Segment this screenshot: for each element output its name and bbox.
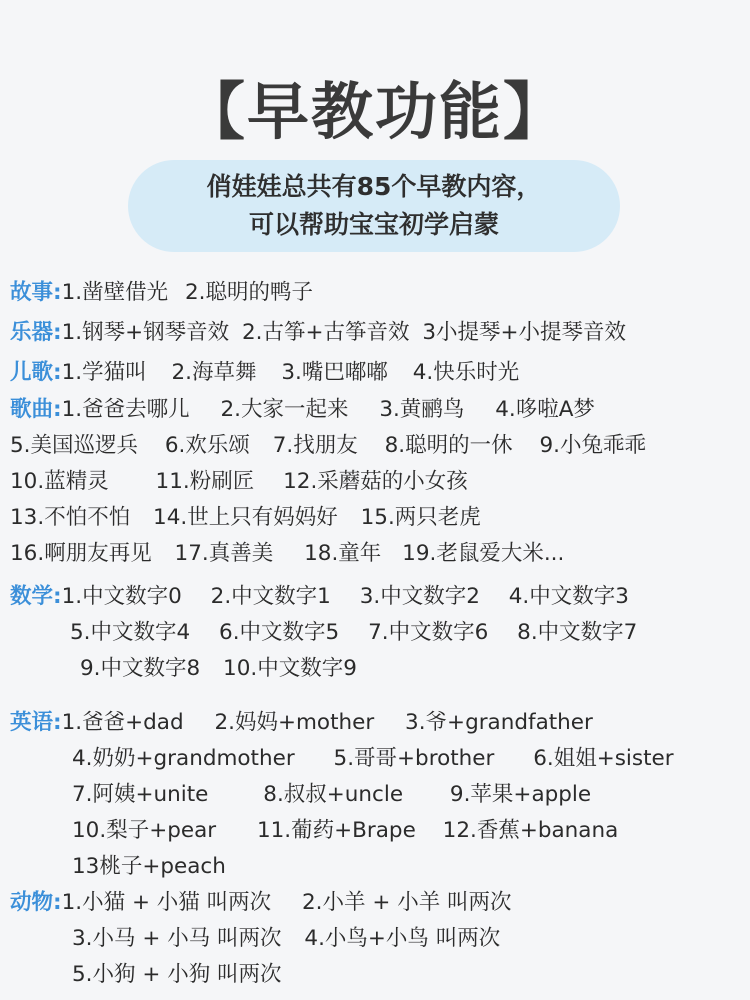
list-item: 2.大家一起来 (220, 397, 349, 422)
list-item: 10.蓝精灵 (10, 469, 109, 494)
math-row-2 (70, 618, 637, 648)
list-item: 5.中文数字4 (70, 620, 191, 645)
list-item: 1.爸爸+dad (61, 710, 184, 735)
list-item: 15.两只老虎 (360, 505, 481, 530)
section-math (10, 582, 629, 612)
list-item: 4.哆啦A梦 (495, 397, 595, 422)
list-item: 5.小狗 + 小狗 叫两次 (72, 962, 282, 987)
list-item: 9.苹果+apple (449, 782, 592, 807)
section-animals (10, 888, 512, 918)
category-label: 英语: (10, 710, 62, 735)
section-english (10, 708, 593, 738)
section-instruments (10, 318, 626, 348)
english-row-5 (72, 852, 226, 882)
category-label: 乐器: (10, 320, 62, 345)
list-item: 3.小马 + 小马 叫两次 (72, 926, 282, 951)
english-row-4 (72, 816, 618, 846)
section-nursery (10, 358, 519, 388)
list-item: 6.欢乐颂 (164, 433, 250, 458)
math-row-3 (80, 654, 357, 684)
list-item: 10.梨子+pear (72, 818, 217, 843)
list-item: 11.粉刷匠 (155, 469, 255, 494)
list-item: 7.找朋友 (272, 433, 358, 458)
list-item: 4.快乐时光 (412, 360, 520, 385)
list-item: 14.世上只有妈妈好 (153, 505, 338, 530)
list-item: 16.啊朋友再见 (10, 541, 152, 566)
list-item: 1.学猫叫 (61, 360, 147, 385)
intro-line-1: 俏娃娃总共有85个早教内容， (206, 172, 542, 201)
songs-row-4 (10, 503, 481, 533)
intro-banner (128, 160, 620, 252)
list-item: 5.哥哥+brother (333, 746, 495, 771)
list-item: 4.中文数字3 (508, 584, 629, 609)
list-item: 4.奶奶+grandmother (72, 746, 295, 771)
list-item: 1.中文数字0 (61, 584, 182, 609)
songs-row-3 (10, 467, 468, 497)
list-item: 10.中文数字9 (223, 656, 357, 681)
list-item: 6.中文数字5 (219, 620, 340, 645)
list-item: 12.采蘑菇的小女孩 (283, 469, 468, 494)
page-title: 【早教功能】 (182, 75, 567, 148)
english-row-3 (72, 780, 591, 810)
list-item: 3.黄鹂鸟 (379, 397, 465, 422)
animals-row-2 (72, 924, 500, 954)
category-label: 动物: (10, 890, 62, 915)
section-songs (10, 395, 595, 425)
list-item: 12.香蕉+banana (442, 818, 619, 843)
list-item: 1.凿壁借光 (61, 280, 169, 305)
english-row-2 (72, 744, 674, 774)
list-item: 2.海草舞 (171, 360, 257, 385)
list-item: 2.小羊 + 小羊 叫两次 (302, 890, 512, 915)
list-item: 3小提琴+小提琴音效 (422, 320, 627, 345)
section-story (10, 278, 313, 308)
list-item: 13.不怕不怕 (10, 505, 131, 530)
list-item: 4.小鸟+小鸟 叫两次 (304, 926, 501, 951)
list-item: 13桃子+peach (72, 854, 226, 879)
list-item: 8.中文数字7 (517, 620, 638, 645)
list-item: 3.中文数字2 (359, 584, 480, 609)
list-item: 2.中文数字1 (210, 584, 331, 609)
songs-row-5 (10, 539, 564, 569)
list-item: 9.中文数字8 (80, 656, 201, 681)
category-label: 歌曲: (10, 397, 62, 422)
list-item: 9.小兔乖乖 (539, 433, 646, 458)
intro-line-2: 可以帮助宝宝初学启蒙 (248, 210, 499, 239)
list-item: 8.叔叔+uncle (263, 782, 404, 807)
list-item: 1.爸爸去哪儿 (61, 397, 190, 422)
list-item: 6.姐姐+sister (533, 746, 674, 771)
list-item: 3.嘴巴嘟嘟 (281, 360, 388, 385)
list-item: 5.美国巡逻兵 (10, 433, 139, 458)
category-label: 儿歌: (10, 360, 62, 385)
list-item: 7.阿姨+unite (72, 782, 209, 807)
songs-row-2 (10, 431, 646, 461)
list-item: 18.童年 (304, 541, 382, 566)
list-item: 3.爷+grandfather (405, 710, 593, 735)
list-item: 2.古筝+古筝音效 (241, 320, 410, 345)
category-label: 数学: (10, 584, 62, 609)
animals-row-3 (72, 960, 282, 990)
list-item: 11.葡药+Brape (256, 818, 416, 843)
list-item: 17.真善美 (174, 541, 274, 566)
list-item: 2.聪明的鸭子 (184, 280, 313, 305)
list-item: 19.老鼠爱大米... (402, 541, 565, 566)
list-item: 1.钢琴+钢琴音效 (61, 320, 230, 345)
list-item: 8.聪明的一休 (384, 433, 513, 458)
list-item: 2.妈妈+mother (214, 710, 375, 735)
list-item: 1.小猫 + 小猫 叫两次 (61, 890, 272, 915)
category-label: 故事: (10, 280, 62, 305)
list-item: 7.中文数字6 (368, 620, 489, 645)
